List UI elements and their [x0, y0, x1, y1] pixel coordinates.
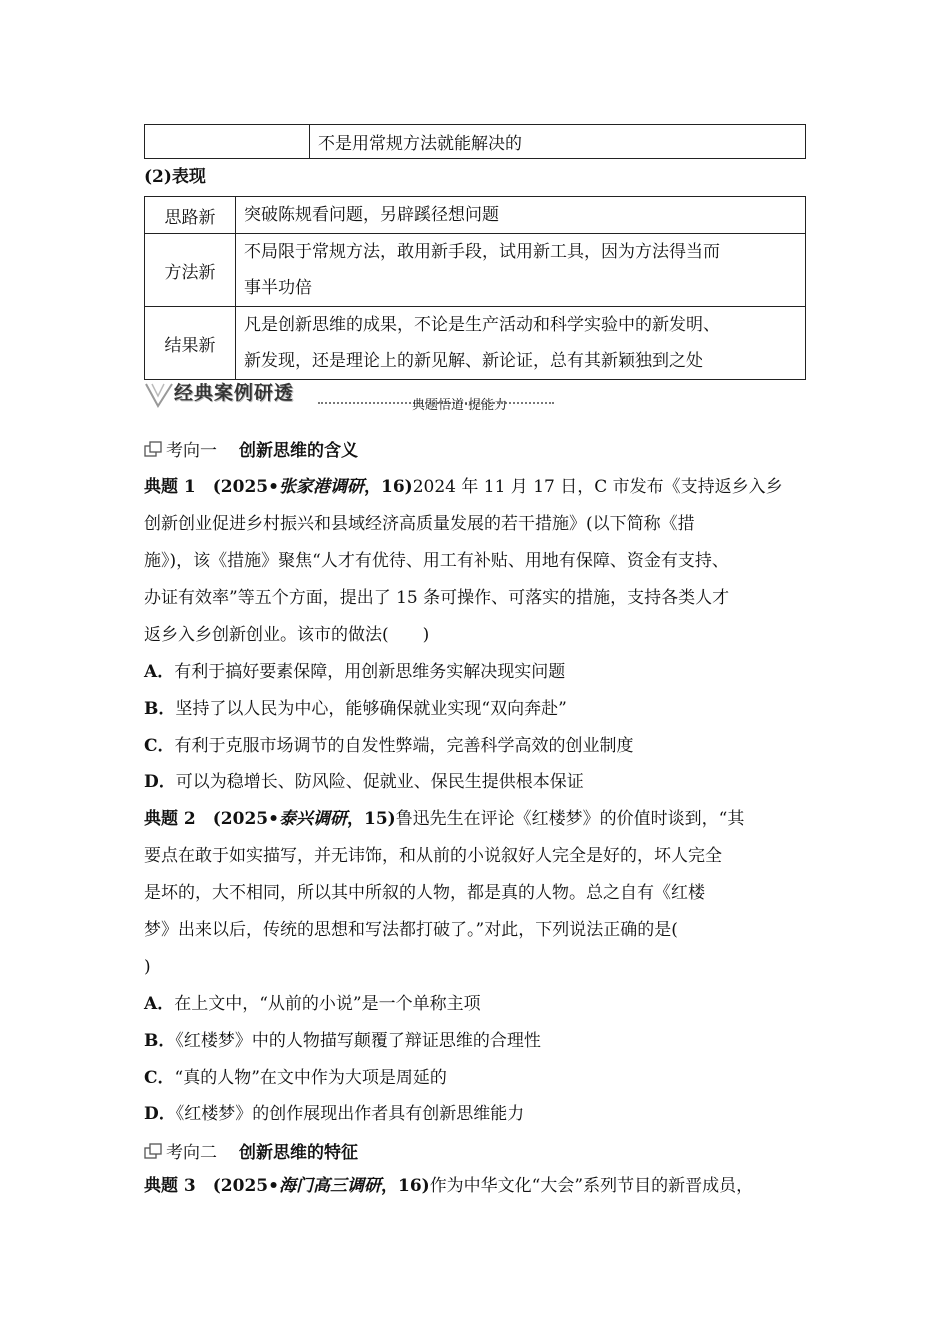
row-content: 不局限于常规方法，敢用新手段，试用新工具，因为方法得当而 事半功倍 — [236, 234, 806, 307]
characteristics-table — [144, 196, 806, 380]
option-a[interactable]: A．有利于搞好要素保障，用创新思维务实解决现实问题 — [144, 662, 566, 682]
row-content: 凡是创新思维的成果，不论是生产活动和科学实验中的新发明、 新发现，还是理论上的新见解、新论证，总有其新颖独到之处 — [236, 307, 806, 380]
option-c[interactable]: C．有利于克服市场调节的自发性弊端，完善科学高效的创业制度 — [144, 736, 634, 756]
question-1-line: 典题 1 (2025•张家港调研，16)2024 年 11 月 17 日，C 市发布《支持返乡入乡 — [144, 477, 783, 497]
row-label: 方法新 — [145, 234, 236, 307]
row-label: 思路新 — [145, 197, 236, 234]
section-marker-icon — [144, 1143, 164, 1159]
question-2-line: 典题 2 (2025•泰兴调研，15)鲁迅先生在评论《红楼梦》的价值时谈到，“其 — [144, 809, 745, 829]
table-cell: 不是用常规方法就能解决的 — [310, 125, 806, 159]
row-label: 结果新 — [145, 307, 236, 380]
banner-title: 经典案例研透 — [174, 382, 295, 404]
section-heading-2: 考向二 创新思维的特征 — [144, 1138, 358, 1163]
question-text-line: 返乡入乡创新创业。该市的做法( ) — [144, 625, 430, 645]
option-b[interactable]: B．《红楼梦》中的人物描写颠覆了辩证思维的合理性 — [144, 1031, 541, 1051]
option-b[interactable]: B．坚持了以人民为中心，能够确保就业实现“双向奔赴” — [144, 699, 567, 719]
table-row — [145, 307, 806, 380]
option-a[interactable]: A．在上文中，“从前的小说”是一个单称主项 — [144, 994, 481, 1014]
question-text-line: 创新创业促进乡村振兴和县域经济高质量发展的若干措施》(以下简称《措 — [144, 514, 695, 534]
continuation-table — [144, 124, 806, 159]
question-text-line: 施》)，该《措施》聚焦“人才有优待、用工有补贴、用地有保障、资金有支持、 — [144, 551, 729, 571]
banner-subtitle: 典题悟道·提能力 — [412, 398, 508, 413]
question-text-line: 是坏的，大不相同，所以其中所叙的人物，都是真的人物。总之自有《红楼 — [144, 883, 705, 903]
table-row — [145, 197, 806, 234]
subheading: (2)表现 — [144, 167, 206, 187]
table-row — [145, 234, 806, 307]
section-heading-1: 考向一 创新思维的含义 — [144, 436, 358, 461]
question-text-line: 办证有效率”等五个方面，提出了 15 条可操作、可落实的措施，支持各类人才 — [144, 588, 730, 608]
option-d[interactable]: D．《红楼梦》的创作展现出作者具有创新思维能力 — [144, 1104, 525, 1124]
option-d[interactable]: D．可以为稳增长、防风险、促就业、保民生提供根本保证 — [144, 772, 584, 792]
table-cell-empty — [145, 125, 310, 159]
banner-chevron-icon — [144, 380, 178, 410]
question-3-line: 典题 3 (2025•海门高三调研，16)作为中华文化“大会”系列节目的新晋成员， — [144, 1176, 754, 1196]
section-banner — [144, 378, 664, 414]
question-text-line: 梦》出来以后，传统的思想和写法都打破了。”对此，下列说法正确的是( — [144, 920, 678, 940]
section-marker-icon — [144, 441, 164, 457]
question-text-line: ) — [144, 957, 151, 977]
question-text-line: 要点在敢于如实描写，并无讳饰，和从前的小说叙好人完全是好的，坏人完全 — [144, 846, 722, 866]
row-content: 突破陈规看问题，另辟蹊径想问题 — [236, 197, 806, 234]
option-c[interactable]: C．“真的人物”在文中作为大项是周延的 — [144, 1068, 447, 1088]
